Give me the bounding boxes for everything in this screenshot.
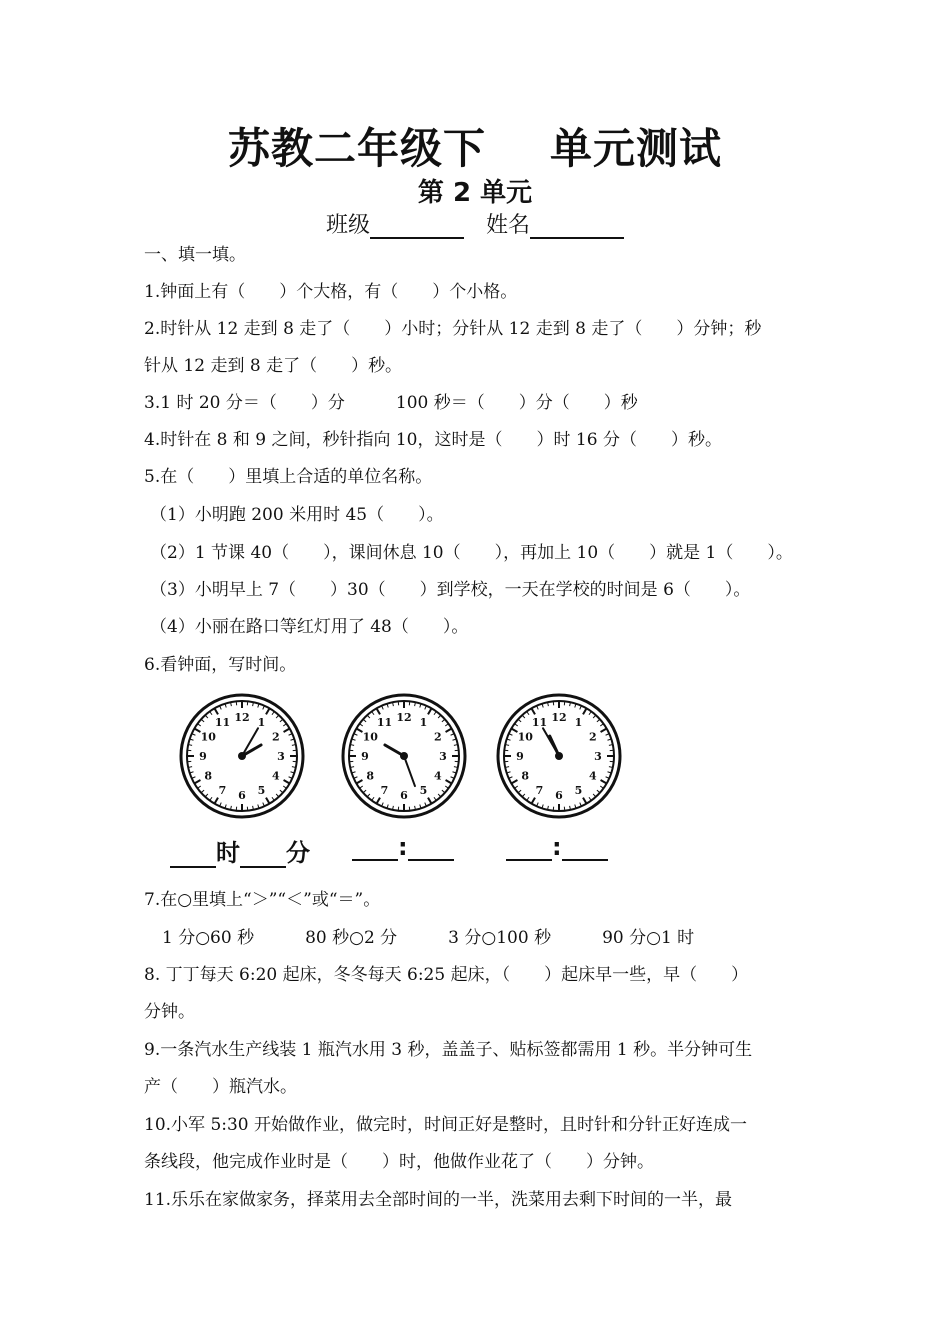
clock-answer-1: [170, 833, 310, 868]
clock-number: 4: [271, 769, 280, 783]
clock-number: 10: [517, 730, 533, 744]
hour-blank[interactable]: [506, 837, 552, 861]
question-line: 11.乐乐在家做家务，择菜用去全部时间的一半，洗菜用去剩下时间的一半，最: [144, 1190, 733, 1210]
clock-number: 1: [419, 716, 428, 730]
clock-number: 9: [199, 750, 207, 763]
class-blank[interactable]: [370, 215, 464, 239]
compare-row: 1 分○60 秒 80 秒○2 分 3 分○100 秒 90 分○1 时: [162, 928, 695, 948]
name-label: 姓名: [486, 213, 531, 238]
question-line: 9.一条汽水生产线装 1 瓶汽水用 3 秒，盖盖子、贴标签都需用 1 秒。半分钟可生: [144, 1040, 753, 1060]
question-line: 条线段，他完成作业时是（ ）时，他做作业花了（ ）分钟。: [144, 1152, 654, 1172]
clock-number: 4: [588, 769, 597, 783]
clock-number: 2: [433, 730, 442, 744]
question-line: 2.时针从 12 走到 8 走了（ ）小时；分针从 12 走到 8 走了（ ）分钟；秒: [144, 319, 762, 339]
clock-number: 5: [257, 783, 266, 797]
clock-number: 7: [380, 783, 389, 797]
clock-number: 2: [588, 730, 597, 744]
title-right: 单元测试: [550, 124, 723, 173]
minute-blank[interactable]: [562, 837, 608, 861]
clock-number: 1: [257, 716, 266, 730]
question-line: 1.钟面上有（ ）个大格，有（ ）个小格。: [144, 282, 518, 302]
title-left: 苏教二年级下: [227, 124, 486, 173]
clock-number: 12: [396, 711, 412, 724]
hour-label: 时: [216, 839, 240, 867]
clock-answer-3: [506, 833, 608, 861]
clock-center: [238, 752, 246, 760]
clock-number: 4: [433, 769, 442, 783]
minute-blank[interactable]: [240, 844, 286, 868]
question-line: 产（ ）瓶汽水。: [144, 1077, 297, 1097]
clock-number: 11: [531, 716, 548, 730]
clock-face-2: [340, 692, 468, 820]
question-line: 针从 12 走到 8 走了（ ）秒。: [144, 356, 403, 376]
clock-number: 2: [271, 730, 280, 744]
clock-number: 7: [218, 783, 227, 797]
clock-number: 5: [419, 783, 428, 797]
clock-number: 8: [521, 769, 530, 783]
clock-number: 11: [376, 716, 393, 730]
clock-number: 3: [277, 750, 285, 763]
clock-number: 5: [574, 783, 583, 797]
clock-center: [555, 752, 563, 760]
section-heading: 一、填一填。: [144, 245, 246, 265]
unit-subtitle: 第 2 单元: [417, 178, 533, 208]
clock-number: 8: [366, 769, 375, 783]
hour-blank[interactable]: [170, 844, 216, 868]
clock-number: 6: [238, 789, 246, 802]
question-line: 5.在（ ）里填上合适的单位名称。: [144, 467, 433, 487]
clock-face-3: [495, 692, 623, 820]
clock-number: 11: [214, 716, 231, 730]
clock-number: 3: [594, 750, 602, 763]
clock-number: 10: [362, 730, 378, 744]
clock-number: 6: [555, 789, 563, 802]
question-line: （1）小明跑 200 米用时 45（ ）。: [150, 505, 444, 525]
clock-number: 1: [574, 716, 583, 730]
question-line: 3.1 时 20 分＝（ ）分 100 秒＝（ ）分（ ）秒: [144, 393, 638, 413]
colon: :: [398, 833, 408, 861]
clock-number: 9: [361, 750, 369, 763]
question-line: （4）小丽在路口等红灯用了 48（ ）。: [150, 617, 469, 637]
clock-face-1: [178, 692, 306, 820]
question-line: 4.时针在 8 和 9 之间，秒针指向 10，这时是（ ）时 16 分（ ）秒。: [144, 430, 722, 450]
clock-number: 8: [204, 769, 213, 783]
name-blank[interactable]: [530, 215, 624, 239]
question-line: 6.看钟面，写时间。: [144, 655, 297, 675]
colon: :: [552, 833, 562, 861]
clock-number: 3: [439, 750, 447, 763]
page-title: [0, 116, 950, 176]
clock-number: 6: [400, 789, 408, 802]
minute-label: 分: [286, 839, 310, 867]
question-line: 分钟。: [144, 1002, 195, 1022]
clock-answer-2: [352, 833, 454, 861]
clock-number: 7: [535, 783, 544, 797]
clock-number: 10: [200, 730, 216, 744]
hour-blank[interactable]: [352, 837, 398, 861]
class-label: 班级: [325, 213, 370, 238]
clock-center: [400, 752, 408, 760]
question-line: （2）1 节课 40（ ），课间休息 10（ ），再加上 10（ ）就是 1（ ）。: [150, 543, 793, 563]
clock-number: 9: [516, 750, 524, 763]
clock-number: 12: [234, 711, 250, 724]
question-line: （3）小明早上 7（ ）30（ ）到学校，一天在学校的时间是 6（ ）。: [150, 580, 751, 600]
question-line: 10.小军 5:30 开始做作业，做完时，时间正好是整时，且时针和分针正好连成一: [144, 1115, 748, 1135]
name-row: [0, 208, 950, 239]
clock-number: 12: [551, 711, 567, 724]
question-line: 8. 丁丁每天 6:20 起床，冬冬每天 6:25 起床，（ ）起床早一些，早（ ）: [144, 965, 749, 985]
question-line: 7.在○里填上“＞”“＜”或“＝”。: [144, 890, 381, 910]
minute-blank[interactable]: [408, 837, 454, 861]
